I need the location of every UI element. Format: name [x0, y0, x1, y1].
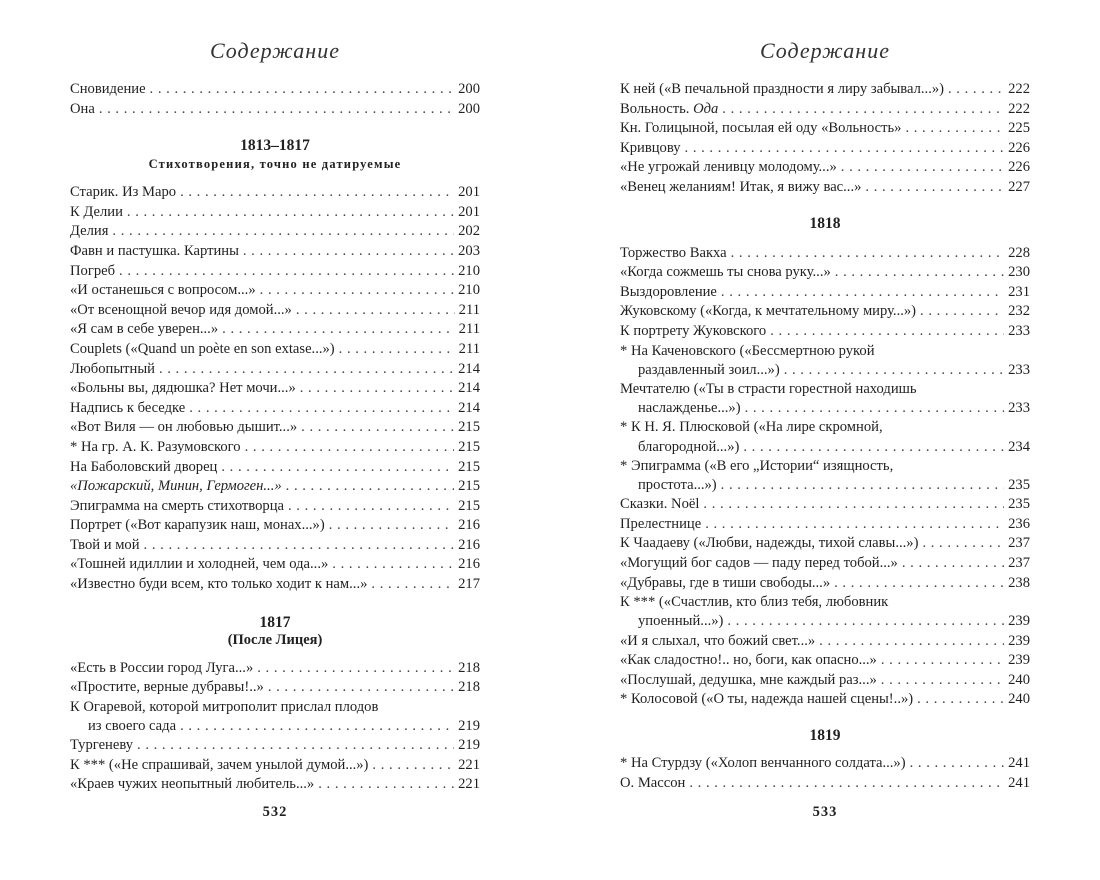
page-number: 533	[812, 804, 838, 820]
toc-entry: * На Каченовского («Бессмертною рукой раздавленный зоил...») . . . 233	[620, 342, 1030, 380]
toc-entry: «Больны вы, дядюшка? Нет мочи...» . . . 214	[70, 379, 480, 399]
toc-entry: «Дубравы, где в тиши свободы...» . . . 238	[620, 574, 1030, 594]
toc-entry: «И я слыхал, что божий свет...» . . . 239	[620, 632, 1030, 652]
toc-entry: * Колосовой («О ты, надежда нашей сцены!..») . . . 240	[620, 690, 1030, 710]
toc-entry: Сновидение . . . 200	[70, 80, 480, 100]
toc-entry: Фавн и пастушка. Картины . . . 203	[70, 242, 480, 262]
toc-entry: Надпись к беседке . . . 214	[70, 399, 480, 419]
toc-entry: Твой и мой . . . 216	[70, 536, 480, 556]
toc-entry: Couplets («Quand un poète en son extase...») . . . 211	[70, 340, 480, 360]
toc-entry: «Когда сожмешь ты снова руку...» . . . 230	[620, 263, 1030, 283]
toc-entry: Торжество Вакха . . . 228	[620, 244, 1030, 264]
section-heading: 1819	[809, 726, 841, 744]
toc-entry: «Я сам в себе уверен...» . . . 211	[70, 320, 480, 340]
toc-entry: «Венец желаниям! Итак, я вижу вас...» . . . 227	[620, 178, 1030, 198]
toc-entry: «Не угрожай ленивцу молодому...» . . . 226	[620, 158, 1030, 178]
toc-entry: К портрету Жуковского . . . 233	[620, 322, 1030, 342]
toc-content	[620, 80, 1030, 793]
toc-entry: Погреб . . . 210	[70, 262, 480, 282]
toc-entry: «Известно буди всем, кто только ходит к нам...» . . . 217	[70, 575, 480, 595]
toc-list	[620, 80, 1030, 198]
toc-list	[70, 80, 480, 119]
section-heading: 1813–1817	[240, 137, 310, 155]
toc-list	[620, 754, 1030, 793]
toc-entry: «От всенощной вечор идя домой...» . . . 211	[70, 301, 480, 321]
toc-entry: О. Массон . . . 241	[620, 774, 1030, 794]
section-heading: 1818	[809, 214, 841, 232]
toc-entry: «Краев чужих неопытный любитель...» . . . 221	[70, 775, 480, 795]
toc-entry: * На Стурдзу («Холоп венчанного солдата...») . . . 241	[620, 754, 1030, 774]
toc-entry: К Делии . . . 201	[70, 203, 480, 223]
toc-entry: Сказки. Noël . . . 235	[620, 495, 1030, 515]
toc-entry: «Тошней идиллии и холодней, чем ода...» . . . 216	[70, 555, 480, 575]
toc-entry: К *** («Не спрашивай, зачем унылой думой...») . . . 221	[70, 756, 480, 776]
toc-entry: * К Н. Я. Плюсковой («На лире скромной, благородной...») . . . 234	[620, 418, 1030, 456]
toc-entry: К ней («В печальной праздности я лиру забывал...») . . . 222	[620, 80, 1030, 100]
running-head: Содержание	[209, 38, 340, 63]
toc-entry: Кн. Голицыной, посылая ей оду «Вольность» . . . 225	[620, 119, 1030, 139]
toc-entry: К Чаадаеву («Любви, надежды, тихой славы...») . . . 237	[620, 534, 1030, 554]
toc-entry: «Как сладостно!.. но, боги, как опасно...» . . . 239	[620, 651, 1030, 671]
toc-list	[70, 183, 480, 594]
toc-entry: Мечтателю («Ты в страсти горестной находишь наслажденье...») . . . 233	[620, 380, 1030, 418]
section-subheading: (После Лицея)	[227, 631, 323, 648]
toc-entry: «Есть в России город Луга...» . . . 218	[70, 659, 480, 679]
toc-entry: Вольность. Ода . . . 222	[620, 100, 1030, 120]
toc-entry: * На гр. А. К. Разумовского . . . 215	[70, 438, 480, 458]
toc-entry: Старик. Из Маро . . . 201	[70, 183, 480, 203]
toc-content	[70, 80, 480, 795]
toc-entry: «И останешься с вопросом...» . . . 210	[70, 281, 480, 301]
toc-entry: К Огаревой, которой митрополит прислал плодов из своего сада . . . 219	[70, 698, 480, 736]
toc-entry: * Эпиграмма («В его „Истории“ изящность, простота...») . . . 235	[620, 457, 1030, 495]
toc-entry: Кривцову . . . 226	[620, 139, 1030, 159]
toc-entry: «Простите, верные дубравы!..» . . . 218	[70, 678, 480, 698]
toc-entry: Эпиграмма на смерть стихотворца . . . 215	[70, 497, 480, 517]
toc-entry: Прелестнице . . . 236	[620, 515, 1030, 535]
section-subheading: Стихотворения, точно не датируемые	[148, 157, 402, 172]
toc-entry: «Могущий бог садов — паду перед тобой...» . . . 237	[620, 554, 1030, 574]
toc-entry: «Пожарский, Минин, Гермоген...» . . . 215	[70, 477, 480, 497]
toc-entry: На Баболовский дворец . . . 215	[70, 458, 480, 478]
toc-entry: Тургеневу . . . 219	[70, 736, 480, 756]
section-heading: 1817	[259, 613, 291, 631]
page-number: 532	[262, 804, 288, 820]
toc-entry: «Послушай, дедушка, мне каждый раз...» . . . 240	[620, 671, 1030, 691]
toc-entry: «Вот Виля — он любовью дышит...» . . . 215	[70, 418, 480, 438]
toc-entry: Портрет («Вот карапузик наш, монах...») . . . 216	[70, 516, 480, 536]
toc-entry: Любопытный . . . 214	[70, 360, 480, 380]
toc-list	[70, 659, 480, 795]
running-head: Содержание	[759, 38, 890, 63]
toc-entry: Выздоровление . . . 231	[620, 283, 1030, 303]
toc-entry: К *** («Счастлив, кто близ тебя, любовник упоенный...») . . . 239	[620, 593, 1030, 631]
toc-list	[620, 244, 1030, 710]
toc-entry: Она . . . 200	[70, 100, 480, 120]
toc-entry: Делия . . . 202	[70, 222, 480, 242]
toc-entry: Жуковскому («Когда, к мечтательному миру...») . . . 232	[620, 302, 1030, 322]
